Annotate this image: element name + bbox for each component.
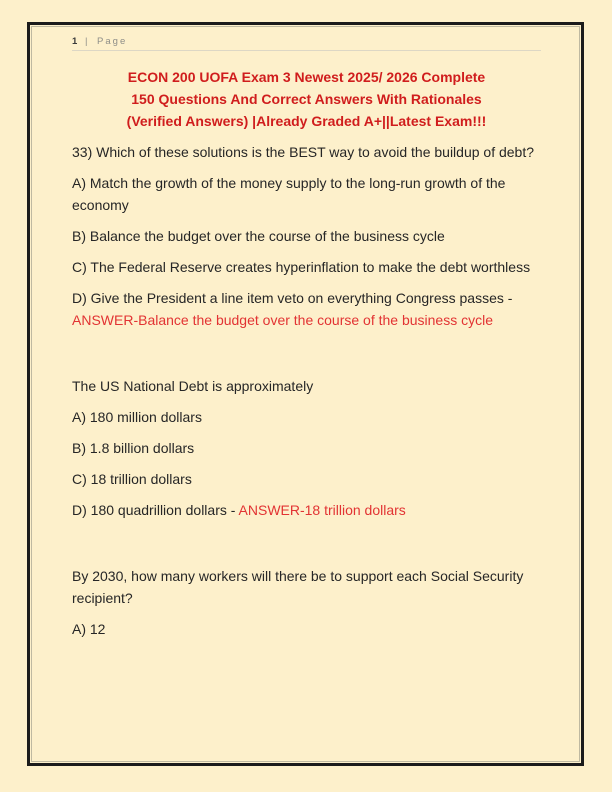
body-text: 33) Which of these solutions is the BEST way to avoid the buildup of debt? (72, 144, 535, 160)
paragraph-spacer (72, 530, 541, 556)
paragraph (72, 172, 541, 216)
paragraph (72, 565, 541, 609)
paragraph (72, 406, 541, 428)
body-text: C) The Federal Reserve creates hyperinflation to make the debt worthless (72, 259, 531, 275)
page-content (30, 25, 581, 763)
body-text: The US National Debt is approximately (72, 378, 314, 394)
body-text: By 2030, how many workers will there be to support each Social Security recipient? (72, 568, 524, 606)
body-text: C) 18 trillion dollars (72, 471, 192, 487)
paragraph (72, 225, 541, 247)
page-header-label: Page (97, 36, 128, 47)
paragraph (72, 499, 541, 521)
document-title (72, 66, 541, 132)
page-header-separator: | (84, 36, 90, 47)
paragraph (72, 287, 541, 331)
body-text: B) Balance the budget over the course of the business cycle (72, 228, 445, 244)
paragraph (72, 256, 541, 278)
answer-text: ANSWER-Balance the budget over the course of the business cycle (72, 312, 493, 328)
body-text: B) 1.8 billion dollars (72, 440, 195, 456)
body-text: A) Match the growth of the money supply to the long-run growth of the economy (72, 175, 506, 213)
document-page-frame (27, 22, 584, 766)
answer-text: ANSWER-18 trillion dollars (238, 502, 406, 518)
paragraph (72, 437, 541, 459)
paragraphs (72, 141, 541, 640)
page-number: 1 (72, 36, 79, 47)
paragraph (72, 141, 541, 163)
page-header (72, 36, 541, 51)
paragraph-spacer (72, 340, 541, 366)
paragraph (72, 468, 541, 490)
body-text: A) 12 (72, 621, 106, 637)
title-line: 150 Questions And Correct Answers With Rationales (131, 91, 482, 107)
body-text: D) 180 quadrillion dollars - (72, 502, 239, 518)
paragraph (72, 618, 541, 640)
title-line: ECON 200 UOFA Exam 3 Newest 2025/ 2026 Complete (127, 69, 486, 85)
title-line: (Verified Answers) |Already Graded A+||Latest Exam!!! (126, 113, 487, 129)
paragraph (72, 375, 541, 397)
body-text: A) 180 million dollars (72, 409, 202, 425)
body-text: D) Give the President a line item veto on everything Congress passes - (72, 290, 513, 306)
